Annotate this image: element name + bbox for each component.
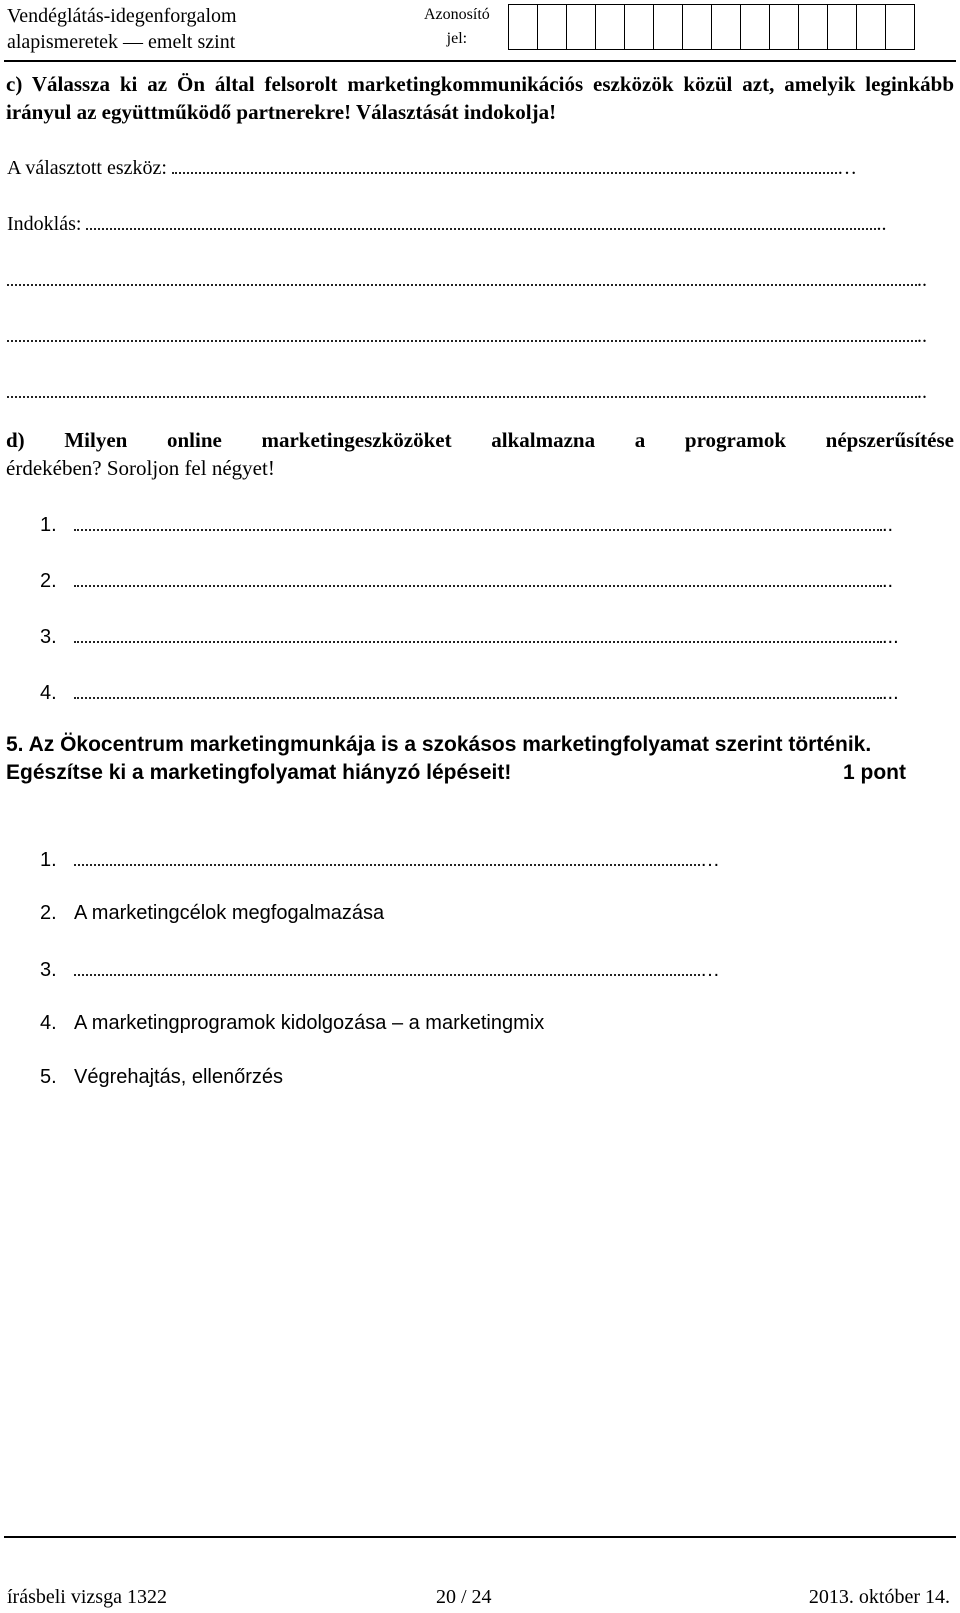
reason-line-1[interactable] (7, 210, 886, 237)
answer-dots[interactable] (74, 511, 882, 531)
id-code-box[interactable] (769, 4, 799, 50)
answer-line-end: ... (882, 626, 899, 648)
answer-dots[interactable] (74, 567, 882, 587)
footer-exam-id: írásbeli vizsga 1322 (7, 1586, 167, 1608)
chosen-tool-line-end: … (836, 157, 857, 179)
id-code-box[interactable] (711, 4, 741, 50)
question-5-line2-row (6, 759, 936, 787)
online-tool-answer-4[interactable] (40, 679, 899, 706)
step-answer-dots[interactable] (74, 846, 700, 866)
chosen-tool-answer-dots[interactable] (172, 154, 837, 174)
reason-answer-dots[interactable] (86, 210, 876, 230)
answer-number: 1. (40, 514, 57, 536)
step-number: 3. (40, 959, 57, 981)
id-code-box[interactable] (827, 4, 857, 50)
id-code-box[interactable] (885, 4, 915, 50)
answer-number: 2. (40, 570, 57, 592)
reason-line-end: .. (876, 213, 887, 235)
id-code-box[interactable] (856, 4, 886, 50)
answer-number: 3. (40, 626, 57, 648)
answer-number: 4. (40, 682, 57, 704)
step-text: Végrehajtás, ellenőrzés (74, 1066, 284, 1088)
process-step-3[interactable] (40, 956, 720, 983)
question-5-line1: 5. Az Ökocentrum marketingmunkája is a szokásos marketingfolyamat szerint történik. (6, 733, 872, 756)
header-id-label-line2: jel: (446, 30, 468, 47)
id-code-box[interactable] (508, 4, 538, 50)
process-step-4 (40, 1010, 544, 1036)
question-c-prompt: c) Válassza ki az Ön által felsorolt marketingkommunikációs eszközök közül azt, amelyik leginkább irányul az együttműködő partnerekre! Választását indokolja! (6, 72, 954, 124)
header-id-label-line1: Azonosító (424, 6, 490, 23)
step-number: 2. (40, 902, 57, 924)
step-number: 4. (40, 1012, 57, 1034)
step-text: A marketingcélok megfogalmazása (74, 902, 385, 924)
header-divider (4, 60, 956, 62)
reason-line-2[interactable] (7, 266, 927, 293)
header-id-label (424, 3, 490, 51)
reason-answer-dots[interactable] (7, 266, 917, 286)
id-code-boxes (508, 4, 914, 50)
online-tool-answer-3[interactable] (40, 623, 899, 650)
chosen-tool-line[interactable] (7, 154, 857, 181)
process-step-1[interactable] (40, 846, 720, 873)
process-step-2 (40, 900, 384, 926)
reason-line-3[interactable] (7, 322, 927, 349)
process-step-5 (40, 1064, 283, 1090)
id-code-box[interactable] (653, 4, 683, 50)
answer-dots[interactable] (74, 679, 882, 699)
question-5-points: 1 pont (843, 761, 906, 784)
id-code-box[interactable] (624, 4, 654, 50)
id-code-box[interactable] (537, 4, 567, 50)
question-d-prompt-line2: érdekében? Soroljon fel négyet! (6, 456, 275, 480)
reason-line-end: .. (917, 381, 927, 403)
question-d-prompt-line1: d) Milyen online marketingeszközöket alkalmazna a programok népszerűsítése (6, 428, 954, 452)
reason-answer-dots[interactable] (7, 322, 917, 342)
answer-line-end: .. (882, 570, 894, 592)
chosen-tool-label: A választott eszköz: (7, 157, 167, 179)
footer-divider (4, 1536, 956, 1538)
footer-page-number: 20 / 24 (436, 1586, 492, 1608)
header-subject (7, 3, 237, 55)
question-5-line2: Egészítse ki a marketingfolyamat hiányzó lépéseit! (6, 761, 512, 784)
step-text: A marketingprogramok kidolgozása – a marketingmix (74, 1012, 545, 1034)
reason-answer-dots[interactable] (7, 378, 917, 398)
step-answer-dots[interactable] (74, 956, 700, 976)
reason-line-end: .. (917, 325, 927, 347)
reason-label: Indoklás: (7, 213, 82, 235)
step-line-end: … (700, 959, 720, 981)
online-tool-answer-2[interactable] (40, 567, 893, 594)
id-code-box[interactable] (566, 4, 596, 50)
answer-line-end: .. (882, 514, 894, 536)
id-code-box[interactable] (798, 4, 828, 50)
header-subject-line2: alapismeretek — emelt szint (7, 31, 236, 53)
header-subject-line1: Vendéglátás-idegenforgalom (7, 5, 237, 27)
step-line-end: … (700, 849, 720, 871)
reason-line-4[interactable] (7, 378, 927, 405)
footer-date: 2013. október 14. (808, 1586, 950, 1608)
id-code-box[interactable] (595, 4, 625, 50)
id-code-box[interactable] (682, 4, 712, 50)
reason-line-end: .. (917, 269, 927, 291)
id-code-box[interactable] (740, 4, 770, 50)
online-tool-answer-1[interactable] (40, 511, 893, 538)
step-number: 5. (40, 1066, 57, 1088)
answer-line-end: ... (882, 682, 899, 704)
step-number: 1. (40, 849, 57, 871)
answer-dots[interactable] (74, 623, 882, 643)
